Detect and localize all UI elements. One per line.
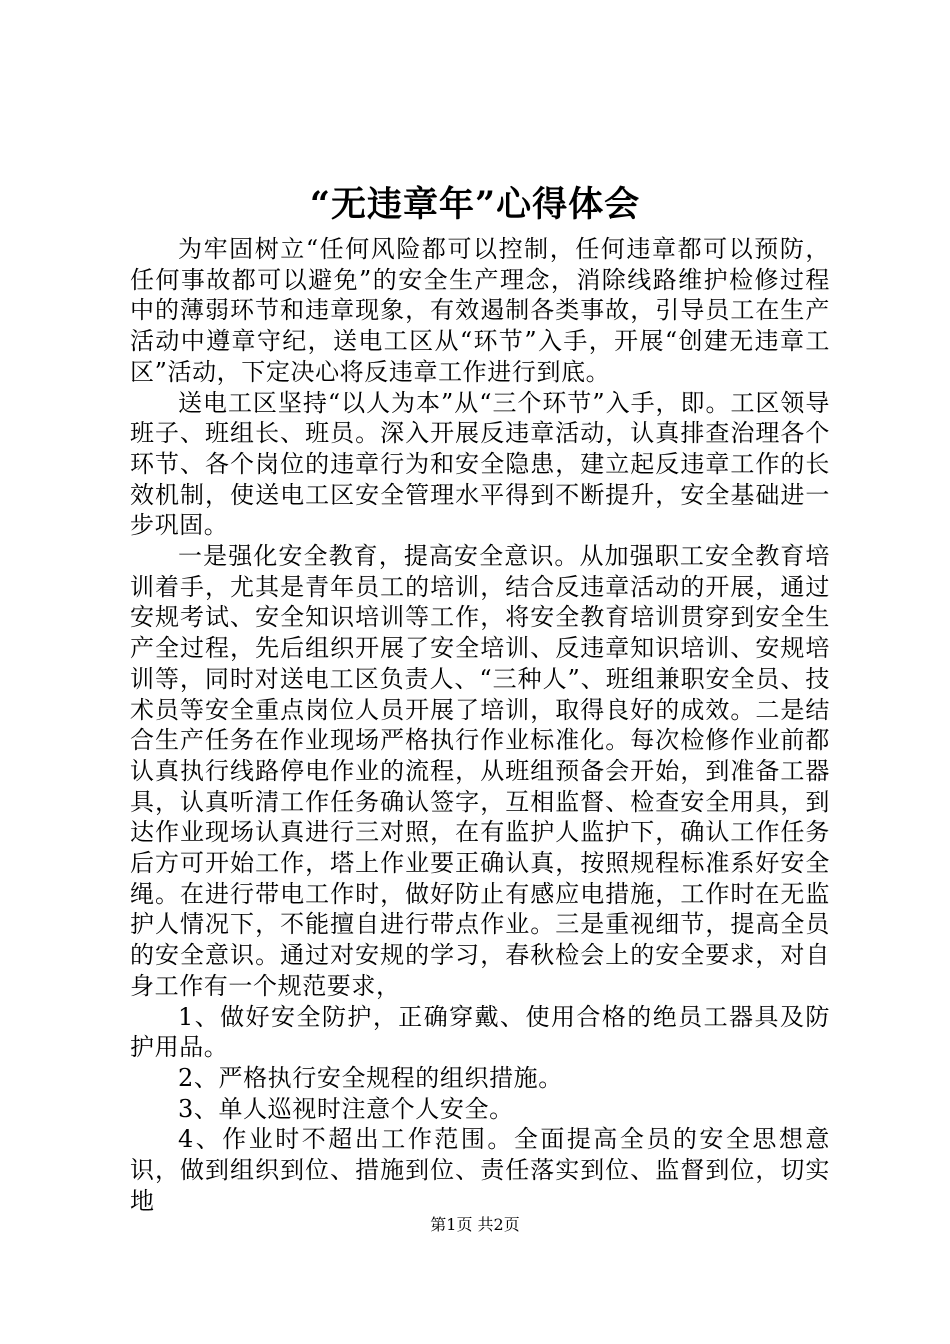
paragraph-measures: 一是强化安全教育，提高安全意识。从加强职工安全教育培训着手，尤其是青年员工的培训，结合反违章活动的开展，通过安规考试、安全知识培训等工作，将安全教育培训贯穿到安全生产全过程，先后组织开展了安全培训、反违章知识培训、安规培训等，同时对送电工区负责人、“三种人”、班组兼职安全员、技术员等安全重点岗位人员开展了培训，取得良好的成效。二是结合生产任务在作业现场严格执行作业标准化。每次检修作业前都认真执行线路停电作业的流程，从班组预备会开始，到准备工器具，认真听清工作任务确认签字，互相监督、检查安全用具，到达作业现场认真进行三对照，在有监护人监护下，确认工作任务后方可开始工作，塔上作业要正确认真，按照规程标准系好安全绳。在进行带电工作时，做好防止有感应电措施，工作时在无监护人情况下，不能擅自进行带点作业。三是重视细节，提高全员的安全意识。通过对安规的学习，春秋检会上的安全要求，对自身工作有一个规范要求， bbox=[130, 542, 830, 1000]
list-item-1: 1、做好安全防护，正确穿戴、使用合格的绝员工器具及防护用品。 bbox=[130, 1002, 830, 1062]
document-body bbox=[130, 234, 830, 1217]
list-item-2: 2、严格执行安全规程的组织措施。 bbox=[178, 1063, 563, 1092]
paragraph-intro: 为牢固树立“任何风险都可以控制，任何违章都可以预防，任何事故都可以避免”的安全生产理念，消除线路维护检修过程中的薄弱环节和违章现象，有效遏制各类事故，引导员工在生产活动中遵章守纪，送电工区从“环节”入手，开展“创建无违章工区”活动，下定决心将反违章工作进行到底。 bbox=[130, 235, 830, 386]
page-footer: 第1页 共2页 bbox=[430, 1215, 520, 1234]
list-item-3: 3、单人巡视时注意个人安全。 bbox=[178, 1094, 514, 1123]
paragraph-three-links: 送电工区坚持“以人为本”从“三个环节”入手，即。工区领导班子、班组长、班员。深入开展反违章活动，认真排查治理各个环节、各个岗位的违章行为和安全隐患，建立起反违章工作的长效机制，使送电工区安全管理水平得到不断提升，安全基础进一步巩固。 bbox=[130, 388, 830, 540]
list-item-4: 4、作业时不超出工作范围。全面提高全员的安全思想意识，做到组织到位、措施到位、责任落实到位、监督到位，切实地 bbox=[130, 1125, 830, 1215]
document-title: “无违章年”心得体会 bbox=[309, 184, 641, 225]
